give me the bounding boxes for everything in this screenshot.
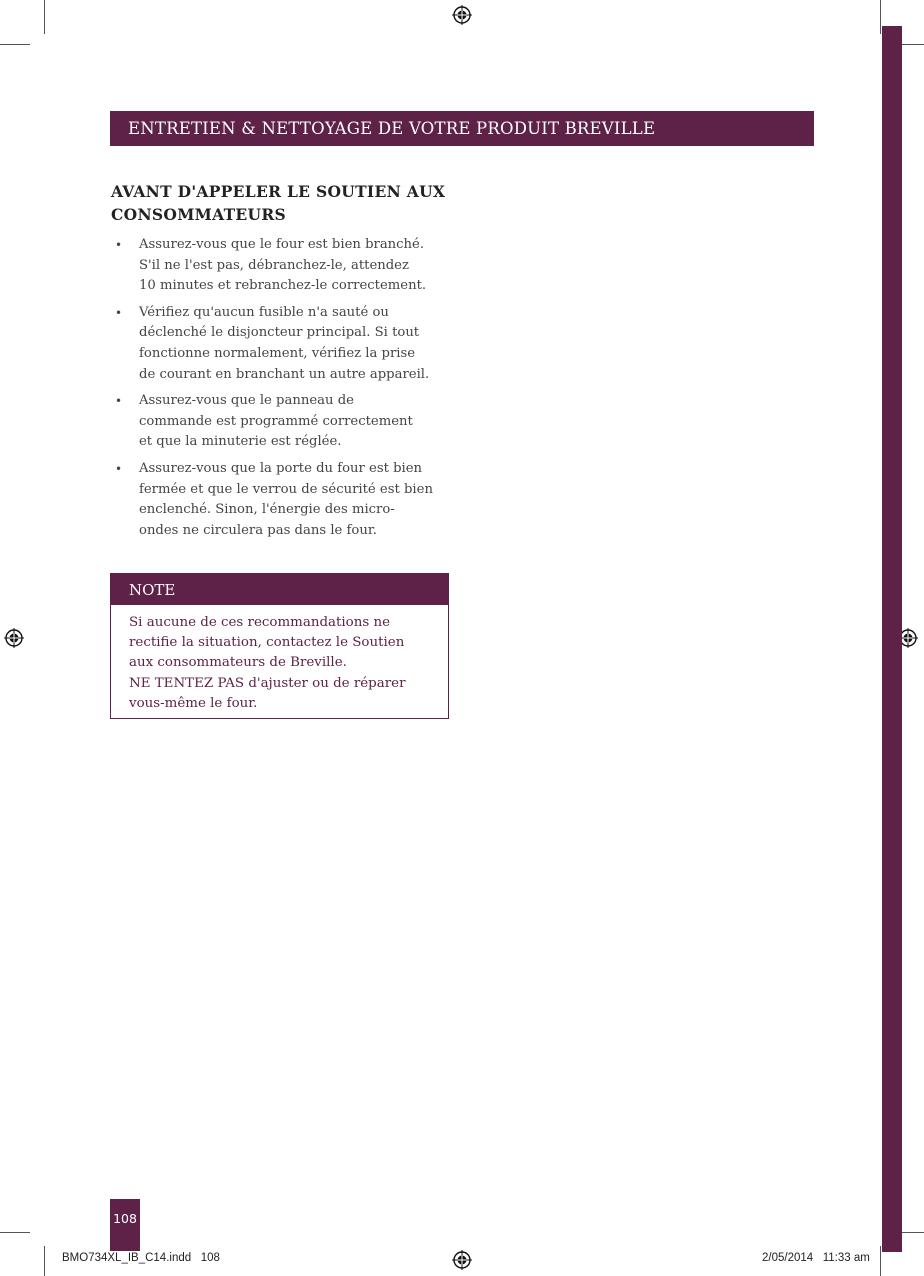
list-item-line: fermée et que le verrou de sécurité est bien [139, 481, 433, 497]
list-item-line: Assurez-vous que le four est bien branché. [139, 237, 425, 252]
bullet-icon: • [115, 394, 123, 409]
list-item [111, 303, 456, 385]
list-item-line: Vérifiez qu'aucun fusible n'a sauté ou [139, 304, 389, 320]
chapter-tab-band [882, 26, 902, 1252]
list-item-line: et que la minuterie est réglée. [139, 434, 342, 450]
bullet-icon: • [115, 305, 123, 320]
registration-mark-icon [4, 628, 24, 648]
checklist [111, 235, 456, 547]
list-item [111, 235, 456, 297]
list-item-line: Assurez-vous que la porte du four est bien [139, 460, 423, 476]
list-item-line: ondes ne circulera pas dans le four. [139, 522, 377, 538]
registration-mark-icon [452, 5, 472, 25]
list-item-line: de courant en branchant un autre appareil. [139, 366, 430, 382]
note-line: rectifie la situation, contactez le Soutien [129, 635, 405, 651]
list-item [111, 391, 456, 453]
note-line: vous-même le four. [129, 695, 258, 711]
note-line: NE TENTEZ PAS d'ajuster ou de réparer [129, 675, 406, 691]
crop-mark [0, 44, 30, 45]
section-title-line: CONSOMMATEURS [111, 205, 287, 224]
list-item-line: S'il ne l'est pas, débranchez-le, attendez [139, 257, 409, 273]
list-item-line: déclenché le disjoncteur principal. Si tout [139, 325, 420, 341]
chapter-header-bar [110, 111, 814, 146]
list-item-line: enclenché. Sinon, l'énergie des micro- [139, 502, 395, 518]
note-heading: NOTE [111, 574, 448, 605]
note-box [110, 573, 449, 719]
slug-timestamp: 2/05/2014 11:33 am [762, 1252, 870, 1264]
registration-mark-icon [452, 1250, 472, 1270]
chapter-title: ENTRETIEN & NETTOYAGE DE VOTRE PRODUIT BREVILLE [128, 119, 656, 138]
section-title [111, 180, 456, 226]
crop-mark [44, 1246, 45, 1276]
section-title-line: AVANT D'APPELER LE SOUTIEN AUX [111, 182, 446, 201]
note-body [111, 605, 448, 714]
list-item-line: commande est programmé correctement [139, 413, 413, 429]
page-number: 108 [110, 1199, 140, 1251]
slug-filename: BMO734XL_IB_C14.indd 108 [62, 1252, 220, 1264]
bullet-icon: • [115, 238, 123, 252]
crop-mark [44, 0, 45, 34]
crop-mark [0, 1232, 30, 1233]
crop-mark [880, 0, 881, 34]
crop-mark [880, 1246, 881, 1276]
list-item-line: Assurez-vous que le panneau de [139, 393, 354, 409]
list-item-line: 10 minutes et rebranchez-le correctement. [139, 278, 427, 294]
list-item-line: fonctionne normalement, vérifiez la prise [139, 345, 416, 361]
note-line: aux consommateurs de Breville. [129, 655, 347, 671]
bullet-icon: • [115, 461, 123, 476]
list-item [111, 459, 456, 541]
note-line: Si aucune de ces recommandations ne [129, 615, 391, 630]
